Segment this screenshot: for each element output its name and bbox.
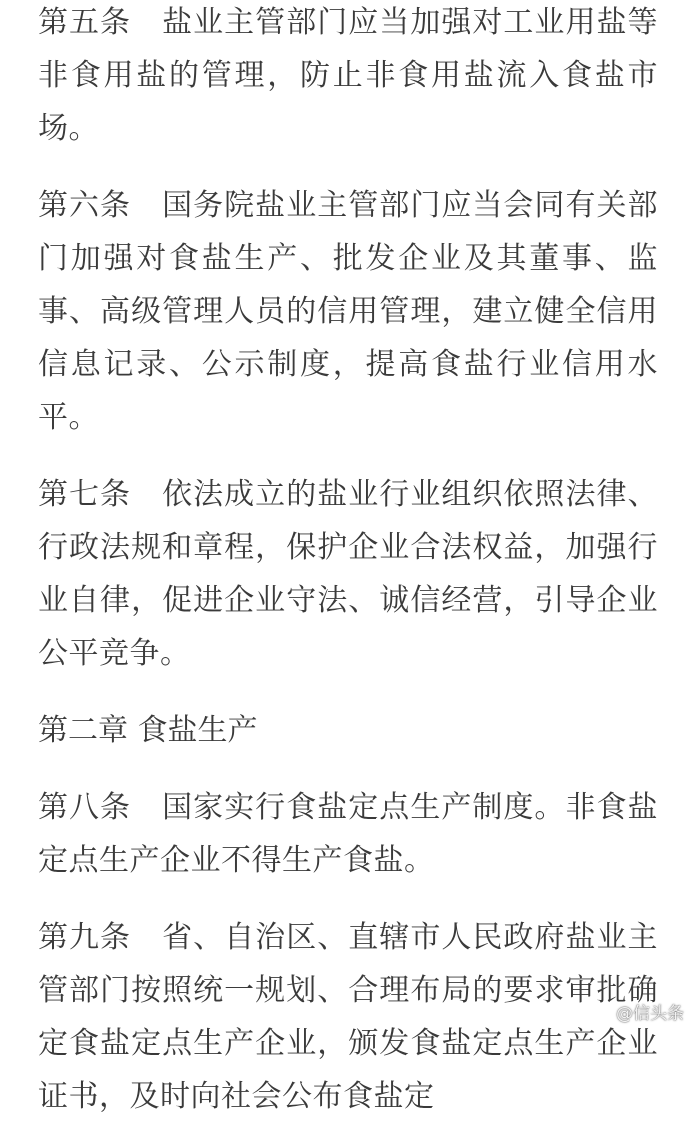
article-7: 第七条 依法成立的盐业行业组织依照法律、行政法规和章程，保护企业合法权益，加强行业自律，促进企业守法、诚信经营，引导企业公平竞争。 [38, 477, 658, 671]
article-6: 第六条 国务院盐业主管部门应当会同有关部门加强对食盐生产、批发企业及其董事、监事、高级管理人员的信用管理，建立健全信用信息记录、公示制度，提高食盐行业信用水平。 [38, 188, 658, 435]
article-9: 第九条 省、自治区、直辖市人民政府盐业主管部门按照统一规划、合理布局的要求审批确定食盐定点生产企业，颁发食盐定点生产企业证书，及时向社会公布食盐定 [38, 920, 658, 1114]
document-body [38, 0, 658, 1147]
article-5: 第五条 盐业主管部门应当加强对工业用盐等非食用盐的管理，防止非食用盐流入食盐市场。 [38, 5, 658, 146]
watermark: @信头条 [616, 1004, 684, 1024]
chapter-heading: 第二章 食盐生产 [38, 713, 258, 748]
article-8: 第八条 国家实行食盐定点生产制度。非食盐定点生产企业不得生产食盐。 [38, 790, 658, 878]
